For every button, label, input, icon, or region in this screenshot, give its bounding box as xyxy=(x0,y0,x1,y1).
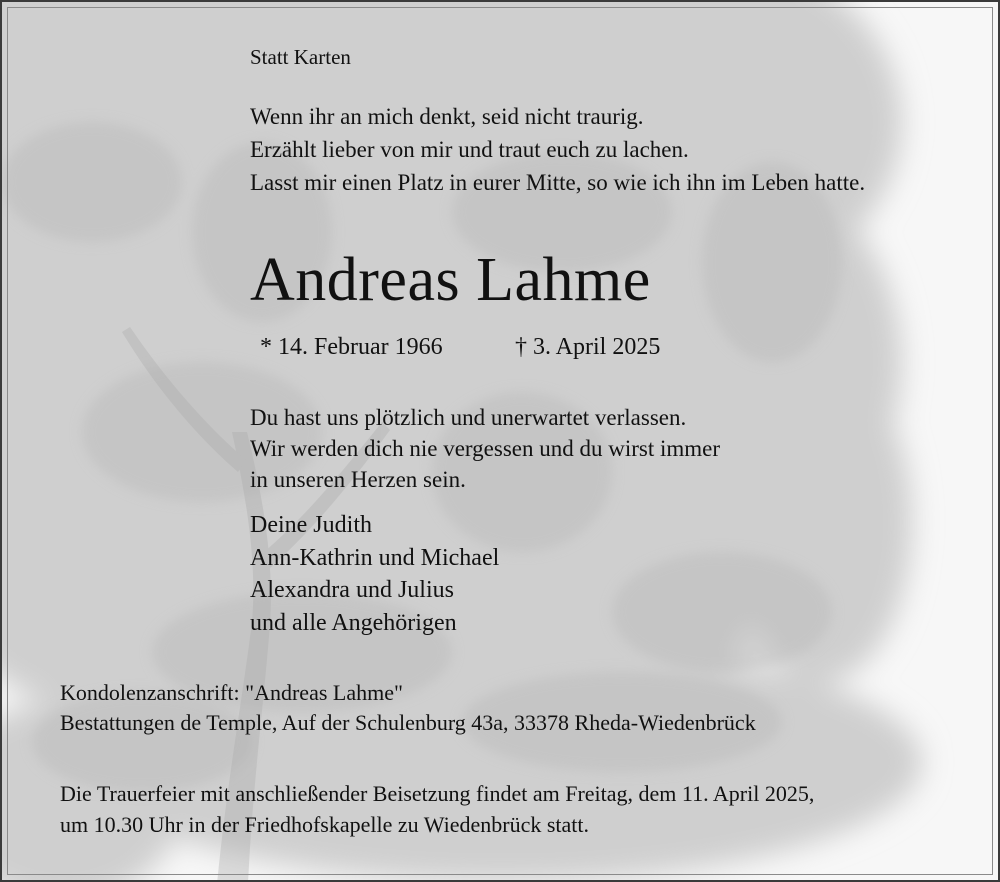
statt-karten-label: Statt Karten xyxy=(250,45,351,69)
poem-line: Erzählt lieber von mir und traut euch zu lachen. xyxy=(250,137,689,162)
message-line: Wir werden dich nie vergessen und du wirst immer xyxy=(250,436,721,461)
message-line: Du hast uns plötzlich und unerwartet verlassen. xyxy=(250,405,687,430)
message-line: in unseren Herzen sein. xyxy=(250,467,466,492)
signature-line: Alexandra und Julius xyxy=(250,577,454,603)
birth-date: * 14. Februar 1966 xyxy=(260,334,443,360)
poem-line: Wenn ihr an mich denkt, seid nicht traurig. xyxy=(250,104,644,129)
mourners-signature xyxy=(250,509,499,639)
farewell-message xyxy=(250,402,720,495)
funeral-ceremony-info xyxy=(60,778,814,840)
poem-line: Lasst mir einen Platz in eurer Mitte, so wie ich ihn im Leben hatte. xyxy=(250,170,866,195)
signature-line: Deine Judith xyxy=(250,512,372,538)
condolence-line: Bestattungen de Temple, Auf der Schulenburg 43a, 33378 Rheda-Wiedenbrück xyxy=(60,710,756,735)
ceremony-line: Die Trauerfeier mit anschließender Beisetzung findet am Freitag, dem 11. April 2025, xyxy=(60,781,815,806)
deceased-name: Andreas Lahme xyxy=(250,246,651,314)
signature-line: Ann-Kathrin und Michael xyxy=(250,544,500,571)
signature-line: und alle Angehörigen xyxy=(250,609,457,636)
death-date: † 3. April 2025 xyxy=(515,334,661,360)
condolence-line: Kondolenzanschrift: "Andreas Lahme" xyxy=(60,680,403,705)
ceremony-line: um 10.30 Uhr in der Friedhofskapelle zu Wiedenbrück statt. xyxy=(60,812,590,837)
memorial-poem xyxy=(250,100,865,199)
condolence-address xyxy=(60,678,756,738)
